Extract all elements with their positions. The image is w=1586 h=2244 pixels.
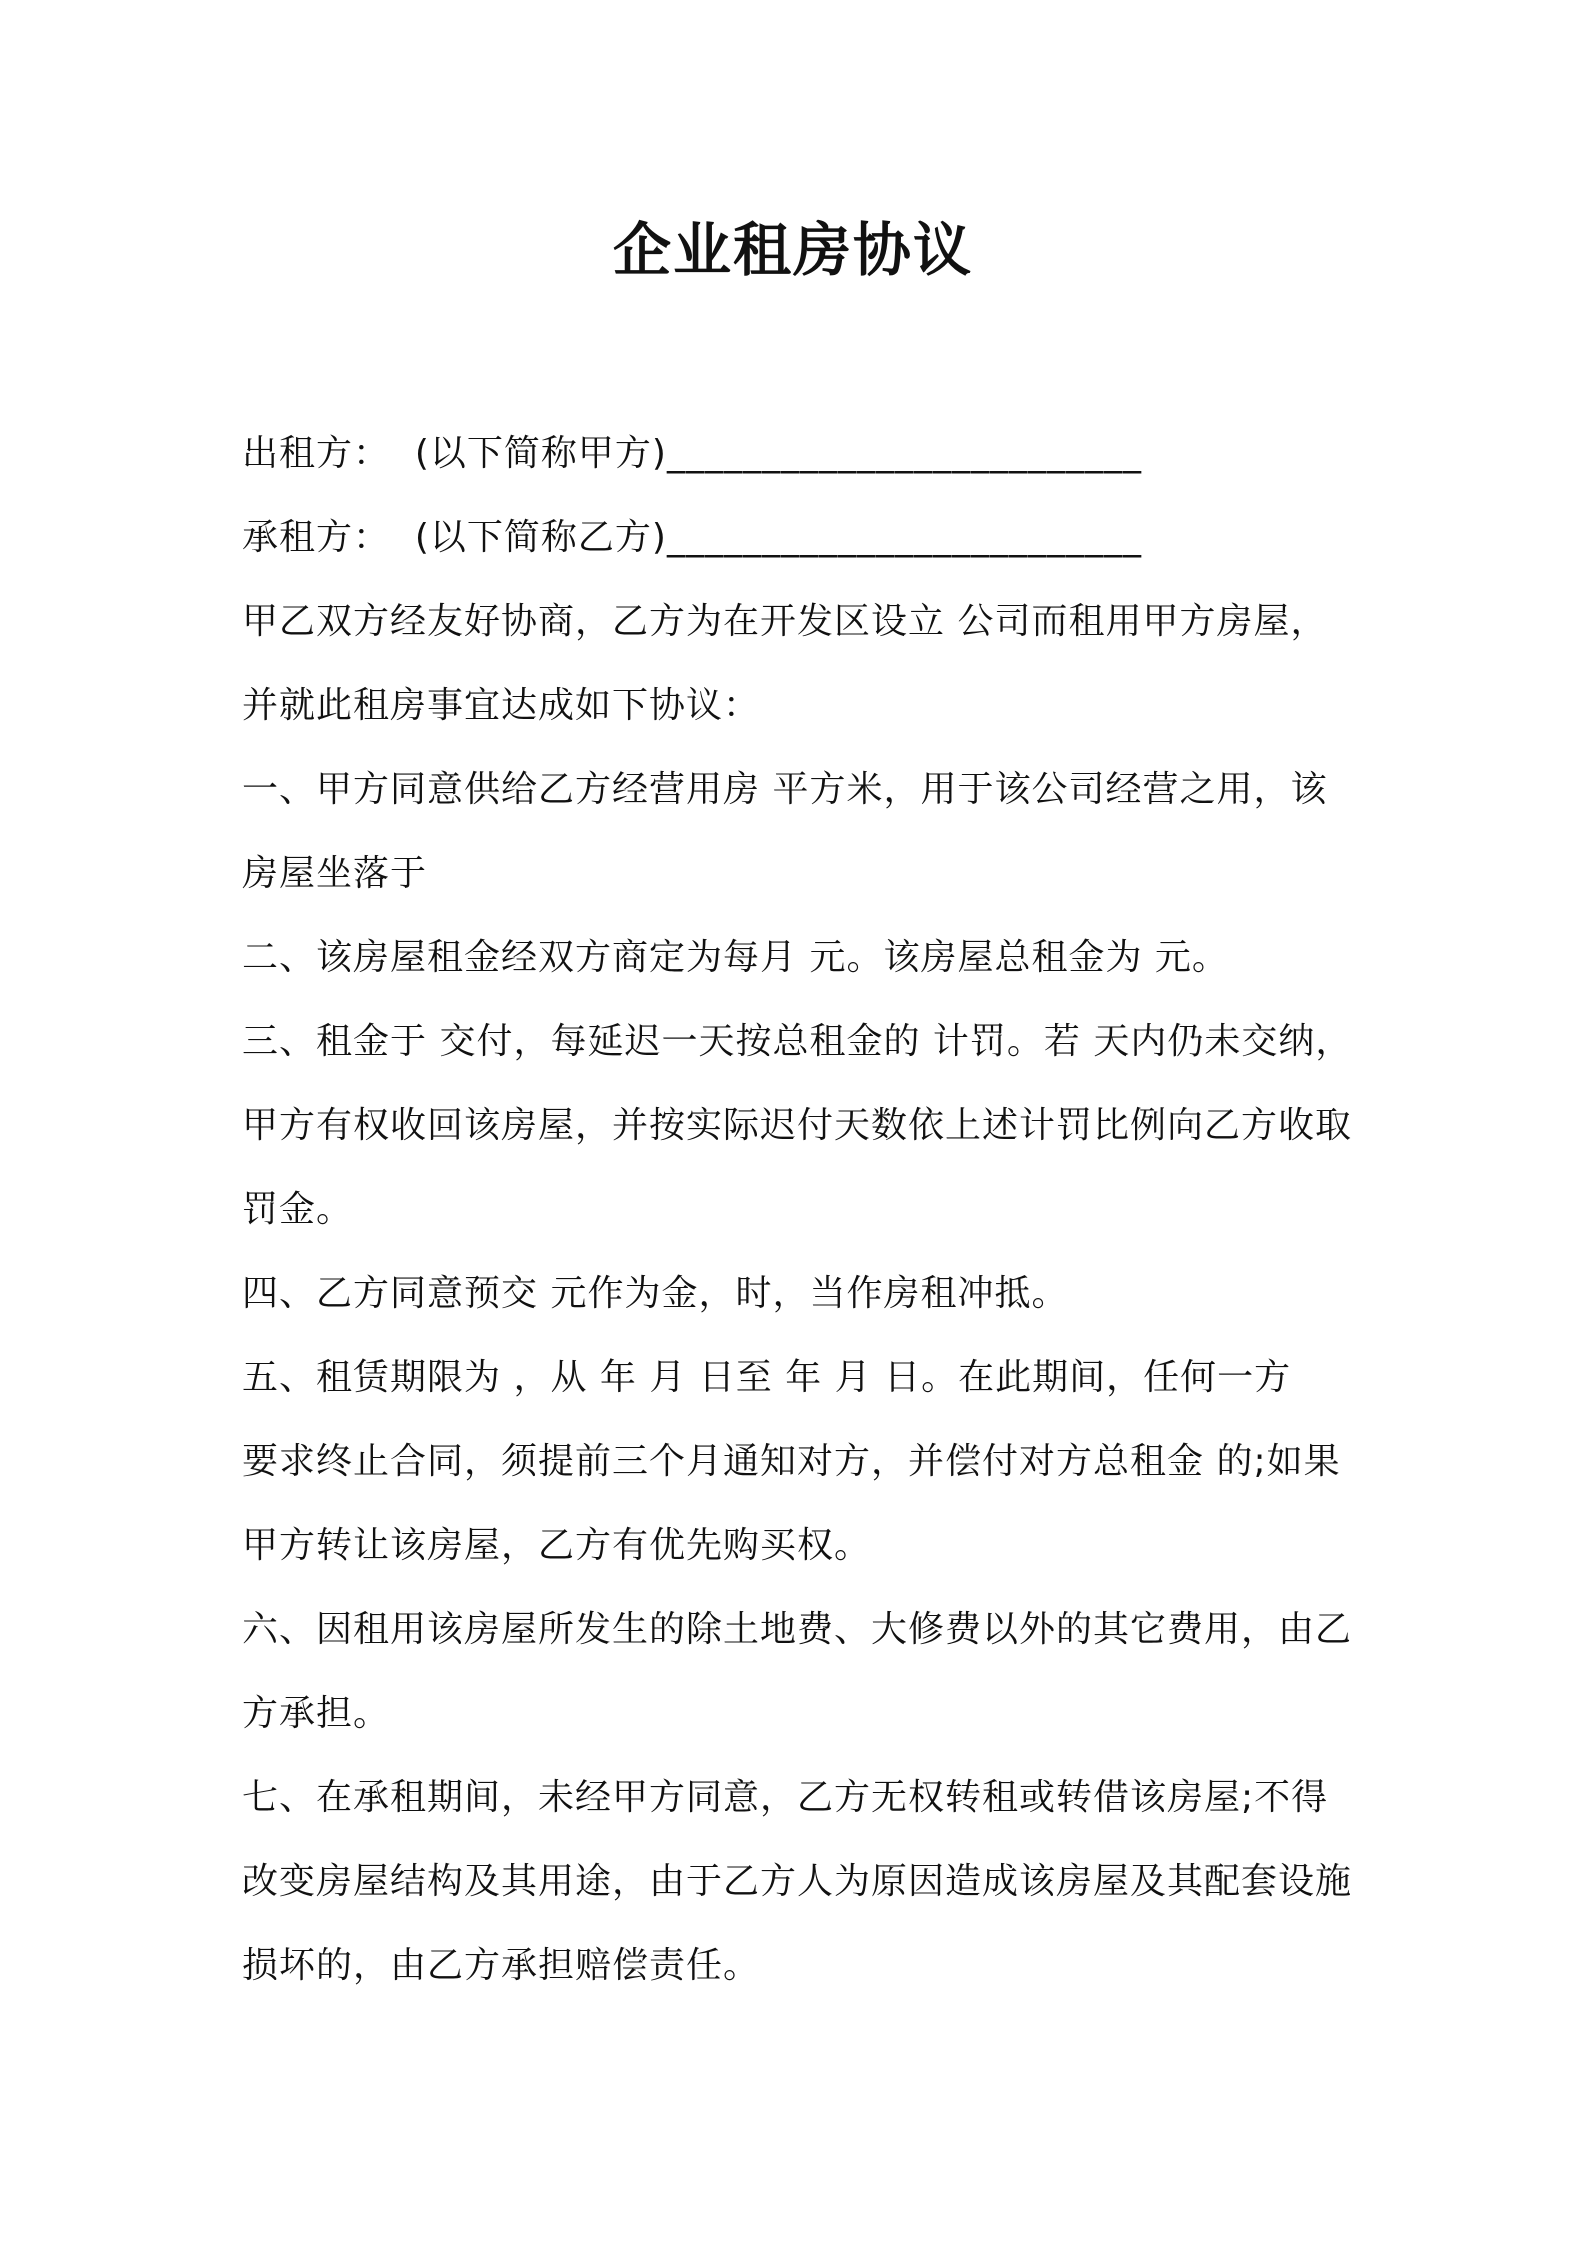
- preamble-line-2: 并就此租房事宜达成如下协议：: [242, 685, 761, 726]
- document-body: [242, 412, 1372, 2008]
- clause-7-line-1: 七、在承租期间，未经甲方同意，乙方无权转租或转借该房屋;不得: [242, 1777, 1329, 1818]
- clause-5-line-3: 甲方转让该房屋，乙方有优先购买权。: [242, 1525, 872, 1566]
- document-title: 企业租房协议: [612, 216, 973, 284]
- clause-3-line-3: 罚金。: [242, 1189, 354, 1230]
- clause-1-line-2: 房屋坐落于: [242, 853, 428, 894]
- clause-1-line-1: 一、甲方同意供给乙方经营用房 平方米，用于该公司经营之用，该: [242, 769, 1328, 810]
- clause-3-line-1: 三、租金于 交付，每延迟一天按总租金的 计罚。若 天内仍未交纳，: [242, 1021, 1353, 1062]
- clause-2-line-1: 二、该房屋租金经双方商定为每月 元。该房屋总租金为 元。: [242, 937, 1229, 978]
- clause-5-line-2: 要求终止合同，须提前三个月通知对方，并偿付对方总租金 的;如果: [242, 1441, 1341, 1482]
- clause-6-line-1: 六、因租用该房屋所发生的除土地费、大修费以外的其它费用，由乙: [242, 1609, 1353, 1650]
- lessee-line: 承租方： (以下简称乙方)_________________________: [242, 517, 1142, 558]
- clause-3-line-2: 甲方有权收回该房屋，并按实际迟付天数依上述计罚比例向乙方收取: [242, 1105, 1353, 1146]
- clause-5-line-1: 五、租赁期限为 ，从 年 月 日至 年 月 日。在此期间，任何一方: [242, 1357, 1292, 1398]
- clause-4-line-1: 四、乙方同意预交 元作为金，时，当作房租冲抵。: [242, 1273, 1069, 1314]
- lessor-line: 出租方： (以下简称甲方)_________________________: [242, 433, 1142, 474]
- clause-6-line-2: 方承担。: [242, 1693, 391, 1734]
- preamble-line-1: 甲乙双方经友好协商，乙方为在开发区设立 公司而租用甲方房屋，: [242, 601, 1328, 642]
- clause-7-line-3: 损坏的，由乙方承担赔偿责任。: [242, 1945, 761, 1986]
- clause-7-line-2: 改变房屋结构及其用途，由于乙方人为原因造成该房屋及其配套设施: [242, 1861, 1353, 1902]
